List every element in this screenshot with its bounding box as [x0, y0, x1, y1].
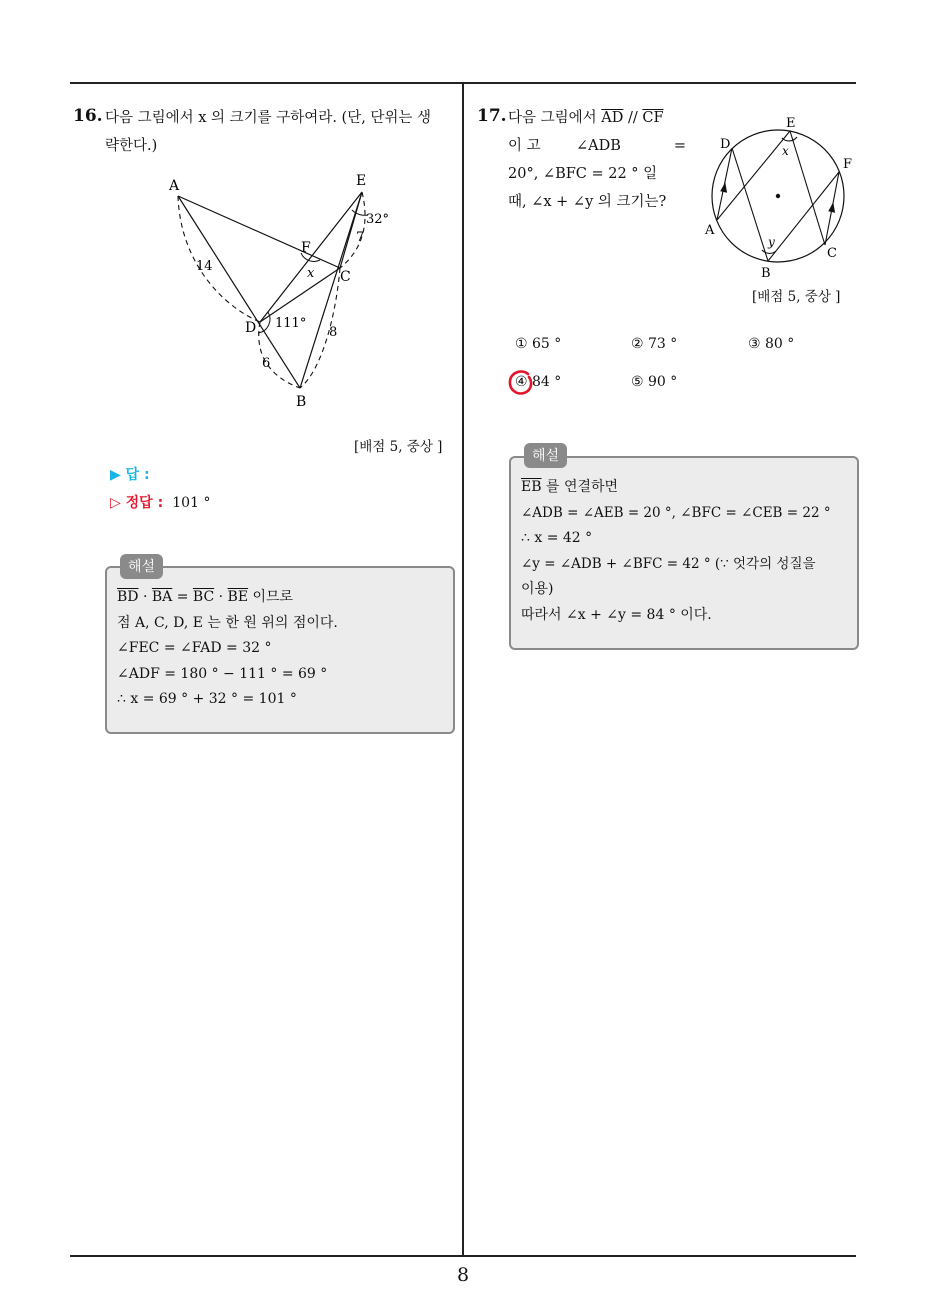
text: =	[673, 138, 686, 154]
text: ∠ADB	[576, 138, 621, 154]
solution-label: 해설	[524, 443, 567, 468]
question-text-line: 다음 그림에서 x 의 크기를 구하여라. (단, 단위는 생	[105, 110, 432, 126]
page-number: 8	[456, 1264, 470, 1286]
question-text	[508, 104, 690, 216]
question-number: 16.	[73, 106, 103, 126]
segment-EB	[300, 192, 365, 388]
solution-line: ∠ADF = 180 ° − 111 ° = 69 °	[117, 665, 328, 682]
choice-4[interactable]: ④ 84 °	[515, 374, 562, 390]
solution-line	[117, 585, 447, 611]
label-A: A	[169, 178, 180, 194]
solution-line	[521, 475, 853, 501]
segment-be: $\overline{BE}$	[227, 589, 249, 605]
label-B: B	[761, 266, 771, 281]
question-text-line	[508, 104, 690, 132]
solution-line: 점 A, C, D, E 는 한 원 위의 점이다.	[117, 614, 338, 631]
segment-EC	[790, 131, 825, 245]
segment-bc: $\overline{BC}$	[192, 589, 215, 605]
choice-1[interactable]: ① 65 °	[515, 336, 562, 352]
length-6: 6	[262, 356, 271, 371]
label-B: B	[296, 394, 307, 410]
center-point	[776, 194, 780, 198]
segment-AB	[178, 196, 300, 388]
label-D: D	[245, 320, 257, 336]
choice-5[interactable]: ⑤ 90 °	[631, 374, 678, 390]
label-C: C	[340, 269, 351, 285]
text: 를 연결하면	[541, 479, 619, 495]
solution-line: 이용)	[521, 581, 554, 597]
solution-line: ∴ x = 42 °	[521, 530, 593, 546]
parallel-arrow-cf	[828, 202, 837, 213]
dot: ·	[214, 589, 228, 605]
correct-value: 101 °	[172, 495, 211, 511]
choice-3[interactable]: ③ 80 °	[748, 336, 795, 352]
parallel: //	[623, 110, 643, 126]
solution-body	[117, 585, 447, 713]
selected-mark-icon	[506, 368, 536, 398]
score-meta: [배점 5, 중상 ]	[752, 289, 841, 305]
label-A: A	[705, 223, 715, 238]
question-text	[105, 104, 457, 160]
length-8: 8	[329, 325, 338, 340]
label-x: x	[307, 266, 315, 281]
geometry-figure	[150, 165, 410, 415]
solution-line: ∠y = ∠ADB + ∠BFC = 42 ° (∵ 엇각의 성질을	[521, 555, 816, 572]
correct-label: ▷ 정답 :	[110, 495, 164, 511]
bottom-rule	[70, 1255, 856, 1257]
solution-line: 따라서 ∠x + ∠y = 84 ° 이다.	[521, 606, 712, 623]
question-number: 17.	[477, 106, 507, 126]
question-text-line	[508, 132, 690, 160]
segment-bd: $\overline{BD}$	[117, 589, 139, 605]
segment-AC	[178, 196, 340, 268]
segment-DC	[260, 268, 340, 322]
label-D: D	[720, 137, 731, 152]
answer-label: ▶ 답 :	[110, 467, 150, 483]
length-14: 14	[196, 259, 213, 274]
parallel-arrow-ad	[720, 182, 729, 193]
question-text-line: 략한다.)	[105, 138, 158, 154]
solution-line: ∠FEC = ∠FAD = 32 °	[117, 640, 272, 656]
label-E: E	[356, 173, 367, 189]
solution-body	[521, 475, 853, 628]
segment-cf: $\overline{CF}$	[642, 110, 664, 126]
length-7: 7	[356, 230, 365, 245]
label-E: E	[786, 116, 796, 131]
correct-answer	[110, 492, 210, 512]
segment-ba: $\overline{BA}$	[151, 589, 173, 605]
question-text-line: 때, ∠x + ∠y 의 크기는?	[508, 194, 667, 210]
angle-111: 111°	[275, 316, 307, 331]
segment-DE	[260, 192, 365, 322]
label-x: x	[782, 144, 789, 158]
label-F: F	[843, 157, 853, 172]
angle-32: 32°	[366, 212, 390, 227]
equals: =	[172, 589, 193, 605]
question-text-line: 20°, ∠BFC = 22 ° 일	[508, 166, 658, 182]
text: 이므로	[248, 589, 294, 605]
label-y: y	[768, 235, 775, 249]
solution-line: ∠ADB = ∠AEB = 20 °, ∠BFC = ∠CEB = 22 °	[521, 504, 831, 521]
solution-label: 해설	[120, 554, 163, 579]
score-meta: [배점 5, 중상 ]	[354, 439, 443, 455]
choice-2[interactable]: ② 73 °	[631, 336, 678, 352]
dot: ·	[138, 589, 152, 605]
text: 이 고	[508, 138, 541, 154]
circle-figure	[700, 110, 860, 285]
label-C: C	[827, 246, 837, 261]
segment-ad: $\overline{AD}$	[601, 110, 624, 126]
solution-line: ∴ x = 69 ° + 32 ° = 101 °	[117, 691, 297, 707]
text: 다음 그림에서	[508, 110, 602, 126]
column-divider	[462, 84, 464, 1256]
label-F: F	[301, 240, 311, 256]
segment-eb: $\overline{EB}$	[521, 479, 542, 495]
